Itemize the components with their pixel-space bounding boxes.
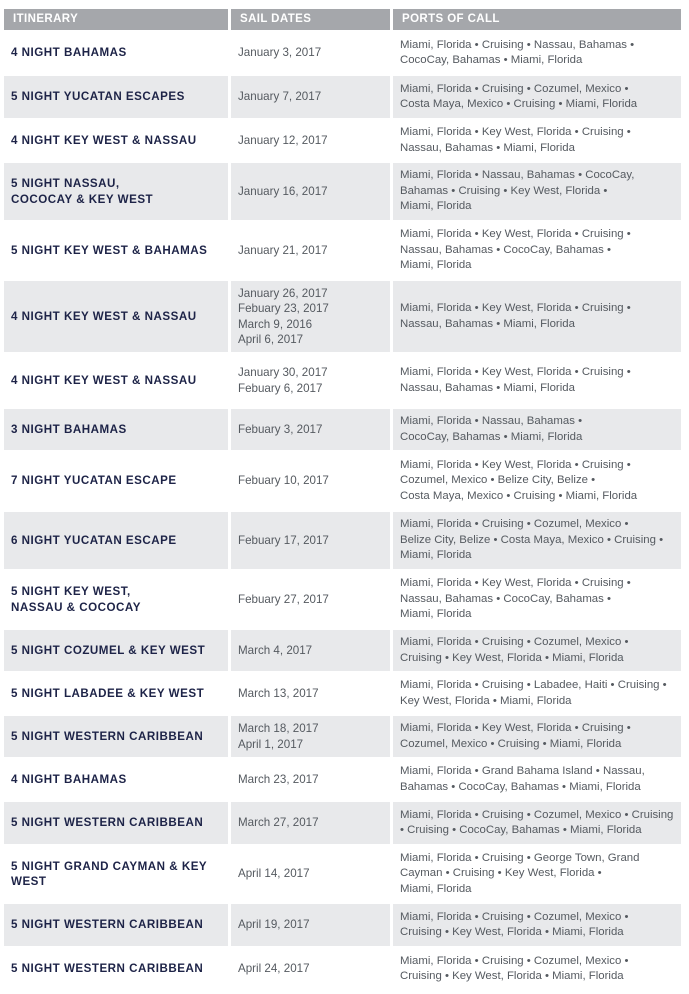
itinerary-cell xyxy=(4,716,228,757)
sail-dates-cell-text: March 4, 2017 xyxy=(238,643,313,657)
ports-of-call-cell xyxy=(393,716,681,757)
itinerary-cell-text: 4 NIGHT KEY WEST & NASSAU xyxy=(11,373,197,387)
sail-dates-cell xyxy=(231,32,390,74)
ports-of-call-cell xyxy=(393,759,681,800)
sail-dates-cell-text: Febuary 17, 2017 xyxy=(238,533,329,547)
table-row xyxy=(4,569,681,628)
table-row xyxy=(4,628,681,671)
itinerary-cell-text: 5 NIGHT WESTERN CARIBBEAN xyxy=(11,816,204,830)
header-sail-dates: SAIL DATES xyxy=(231,9,390,30)
itinerary-cell-text: 5 NIGHT KEY WEST, NASSAU & COCOCAY xyxy=(11,585,141,614)
sail-dates-cell-text: April 24, 2017 xyxy=(238,962,310,976)
ports-of-call-cell xyxy=(393,120,681,161)
itinerary-cell-text: 5 NIGHT GRAND CAYMAN & KEY WEST xyxy=(11,859,207,888)
ports-of-call-cell xyxy=(393,222,681,279)
itinerary-cell xyxy=(4,452,228,510)
sail-dates-cell-text: January 7, 2017 xyxy=(238,90,322,104)
table-row xyxy=(4,800,681,844)
sail-dates-cell-text: March 18, 2017 April 1, 2017 xyxy=(238,722,319,751)
table-row xyxy=(4,30,681,74)
table-row xyxy=(4,844,681,902)
sail-dates-cell-text: April 14, 2017 xyxy=(238,867,310,881)
table-row xyxy=(4,714,681,757)
itinerary-cell xyxy=(4,120,228,161)
itinerary-cell-text: 5 NIGHT LABADEE & KEY WEST xyxy=(11,686,205,700)
sail-dates-cell xyxy=(231,802,390,844)
ports-of-call-cell xyxy=(393,452,681,510)
sail-dates-cell-text: Febuary 27, 2017 xyxy=(238,592,329,606)
itinerary-cell xyxy=(4,32,228,74)
table-row xyxy=(4,74,681,118)
itinerary-cell xyxy=(4,904,228,946)
itinerary-cell-text: 4 NIGHT BAHAMAS xyxy=(11,46,127,60)
ports-of-call-cell-text: Miami, Florida • Cruising • George Town, Grand Cayman • Cruising • Key West, Florida • Miami, Florida xyxy=(400,851,640,895)
table-body xyxy=(4,30,681,990)
ports-of-call-cell-text: Miami, Florida • Cruising • Cozumel, Mexico • Belize City, Belize • Costa Maya, Mexico • Cruising • Miami, Florida xyxy=(400,518,664,562)
ports-of-call-cell-text: Miami, Florida • Nassau, Bahamas • CocoCay, Bahamas • Miami, Florida xyxy=(400,415,583,443)
sail-dates-cell xyxy=(231,76,390,118)
ports-of-call-cell xyxy=(393,163,681,220)
table-row xyxy=(4,220,681,279)
table-row xyxy=(4,352,681,407)
table-row xyxy=(4,279,681,352)
itinerary-cell xyxy=(4,948,228,990)
itinerary-cell-text: 3 NIGHT BAHAMAS xyxy=(11,422,127,436)
sail-dates-cell xyxy=(231,716,390,757)
itinerary-cell xyxy=(4,571,228,628)
table-row xyxy=(4,510,681,569)
sail-dates-cell xyxy=(231,759,390,800)
sail-dates-cell xyxy=(231,512,390,569)
itinerary-cell xyxy=(4,759,228,800)
sail-dates-cell-text: April 19, 2017 xyxy=(238,918,310,932)
ports-of-call-cell xyxy=(393,948,681,990)
itinerary-cell xyxy=(4,802,228,844)
sail-dates-cell xyxy=(231,571,390,628)
itinerary-cell-text: 5 NIGHT KEY WEST & BAHAMAS xyxy=(11,243,208,257)
sail-dates-cell-text: January 21, 2017 xyxy=(238,243,328,257)
sail-dates-cell xyxy=(231,222,390,279)
itinerary-cell xyxy=(4,354,228,407)
sail-dates-cell xyxy=(231,354,390,407)
ports-of-call-cell xyxy=(393,409,681,450)
sail-dates-cell xyxy=(231,673,390,714)
ports-of-call-cell xyxy=(393,32,681,74)
sail-dates-cell xyxy=(231,281,390,352)
table-row xyxy=(4,118,681,161)
sail-dates-cell xyxy=(231,846,390,902)
ports-of-call-cell-text: Miami, Florida • Grand Bahama Island • Nassau, Bahamas • CocoCay, Bahamas • Miami, Florida xyxy=(400,765,645,793)
ports-of-call-cell-text: Miami, Florida • Nassau, Bahamas • CocoCay, Bahamas • Cruising • Key West, Florida • Miami, Florida xyxy=(400,169,635,213)
itinerary-cell-text: 6 NIGHT YUCATAN ESCAPE xyxy=(11,533,177,547)
itinerary-cell xyxy=(4,222,228,279)
itinerary-cell-text: 7 NIGHT YUCATAN ESCAPE xyxy=(11,474,177,488)
ports-of-call-cell xyxy=(393,354,681,407)
ports-of-call-cell-text: Miami, Florida • Cruising • Cozumel, Mexico • Costa Maya, Mexico • Cruising • Miami, Florida xyxy=(400,82,638,110)
itinerary-cell-text: 5 NIGHT WESTERN CARIBBEAN xyxy=(11,962,204,976)
ports-of-call-cell-text: Miami, Florida • Cruising • Cozumel, Mexico • Cruising • Key West, Florida • Miami, Florida xyxy=(400,910,629,938)
sail-dates-cell-text: March 13, 2017 xyxy=(238,686,319,700)
ports-of-call-cell xyxy=(393,904,681,946)
ports-of-call-cell xyxy=(393,571,681,628)
ports-of-call-cell-text: Miami, Florida • Key West, Florida • Cruising • Nassau, Bahamas • Miami, Florida xyxy=(400,302,631,330)
sail-dates-cell-text: Febuary 10, 2017 xyxy=(238,474,329,488)
itinerary-cell-text: 5 NIGHT YUCATAN ESCAPES xyxy=(11,90,185,104)
ports-of-call-cell-text: Miami, Florida • Key West, Florida • Cruising • Nassau, Bahamas • Miami, Florida xyxy=(400,126,631,154)
sail-dates-cell-text: January 3, 2017 xyxy=(238,46,322,60)
ports-of-call-cell xyxy=(393,630,681,671)
table-row xyxy=(4,671,681,714)
table-row xyxy=(4,946,681,990)
itinerary-cell-text: 4 NIGHT BAHAMAS xyxy=(11,772,127,786)
itinerary-cell xyxy=(4,409,228,450)
ports-of-call-cell xyxy=(393,802,681,844)
ports-of-call-cell xyxy=(393,512,681,569)
sail-dates-cell-text: January 26, 2017 Febuary 23, 2017 March 9, 2016 April 6, 2017 xyxy=(238,286,329,346)
sail-dates-cell xyxy=(231,630,390,671)
ports-of-call-cell-text: Miami, Florida • Cruising • Cozumel, Mexico • Cruising • Key West, Florida • Miami, Florida xyxy=(400,636,629,664)
sail-dates-cell xyxy=(231,163,390,220)
sail-dates-cell-text: March 27, 2017 xyxy=(238,816,319,830)
ports-of-call-cell xyxy=(393,76,681,118)
table-row xyxy=(4,757,681,800)
ports-of-call-cell-text: Miami, Florida • Key West, Florida • Cruising • Nassau, Bahamas • CocoCay, Bahamas • Miami, Florida xyxy=(400,228,631,272)
itinerary-cell-text: 5 NIGHT NASSAU, COCOCAY & KEY WEST xyxy=(11,177,154,206)
sail-dates-cell xyxy=(231,409,390,450)
itinerary-cell xyxy=(4,281,228,352)
itinerary-cell xyxy=(4,630,228,671)
ports-of-call-cell-text: Miami, Florida • Key West, Florida • Cruising • Nassau, Bahamas • Miami, Florida xyxy=(400,366,631,394)
sail-dates-cell xyxy=(231,904,390,946)
table-row xyxy=(4,407,681,450)
itinerary-cell xyxy=(4,673,228,714)
header-itinerary: ITINERARY xyxy=(4,9,228,30)
table-row xyxy=(4,450,681,510)
itinerary-cell-text: 5 NIGHT COZUMEL & KEY WEST xyxy=(11,643,206,657)
itinerary-cell-text: 5 NIGHT WESTERN CARIBBEAN xyxy=(11,729,204,743)
itinerary-cell-text: 4 NIGHT KEY WEST & NASSAU xyxy=(11,133,197,147)
itinerary-cell-text: 5 NIGHT WESTERN CARIBBEAN xyxy=(11,918,204,932)
ports-of-call-cell-text: Miami, Florida • Cruising • Cozumel, Mexico • Cruising • Key West, Florida • Miami, Florida xyxy=(400,954,629,982)
sail-dates-cell-text: March 23, 2017 xyxy=(238,772,319,786)
itinerary-cell xyxy=(4,846,228,902)
sail-dates-cell xyxy=(231,120,390,161)
header-ports-of-call: PORTS OF CALL xyxy=(393,9,681,30)
ports-of-call-cell-text: Miami, Florida • Key West, Florida • Cruising • Cozumel, Mexico • Belize City, Belize • Costa Maya, Mexico • Cruising • Miami, Florida xyxy=(400,458,638,502)
ports-of-call-cell-text: Miami, Florida • Key West, Florida • Cruising • Nassau, Bahamas • CocoCay, Bahamas • Miami, Florida xyxy=(400,577,631,621)
itinerary-cell-text: 4 NIGHT KEY WEST & NASSAU xyxy=(11,309,197,323)
sail-dates-cell xyxy=(231,948,390,990)
ports-of-call-cell xyxy=(393,673,681,714)
sail-dates-cell-text: Febuary 3, 2017 xyxy=(238,422,323,436)
sail-dates-cell xyxy=(231,452,390,510)
ports-of-call-cell-text: Miami, Florida • Cruising • Nassau, Bahamas • CocoCay, Bahamas • Miami, Florida xyxy=(400,38,635,66)
itinerary-cell xyxy=(4,512,228,569)
itinerary-cell xyxy=(4,76,228,118)
ports-of-call-cell-text: Miami, Florida • Key West, Florida • Cruising • Cozumel, Mexico • Cruising • Miami, Florida xyxy=(400,722,631,750)
ports-of-call-cell-text: Miami, Florida • Cruising • Labadee, Haiti • Cruising • Key West, Florida • Miami, Florida xyxy=(400,679,667,707)
itinerary-table xyxy=(4,9,681,990)
itinerary-cell xyxy=(4,163,228,220)
sail-dates-cell-text: January 16, 2017 xyxy=(238,184,328,198)
table-row xyxy=(4,902,681,946)
table-row xyxy=(4,161,681,220)
ports-of-call-cell xyxy=(393,281,681,352)
ports-of-call-cell-text: Miami, Florida • Cruising • Cozumel, Mexico • Cruising • Cruising • CocoCay, Bahamas • Miami, Florida xyxy=(400,808,674,836)
ports-of-call-cell xyxy=(393,846,681,902)
sail-dates-cell-text: January 12, 2017 xyxy=(238,133,328,147)
table-header xyxy=(4,9,681,30)
sail-dates-cell-text: January 30, 2017 Febuary 6, 2017 xyxy=(238,366,328,395)
